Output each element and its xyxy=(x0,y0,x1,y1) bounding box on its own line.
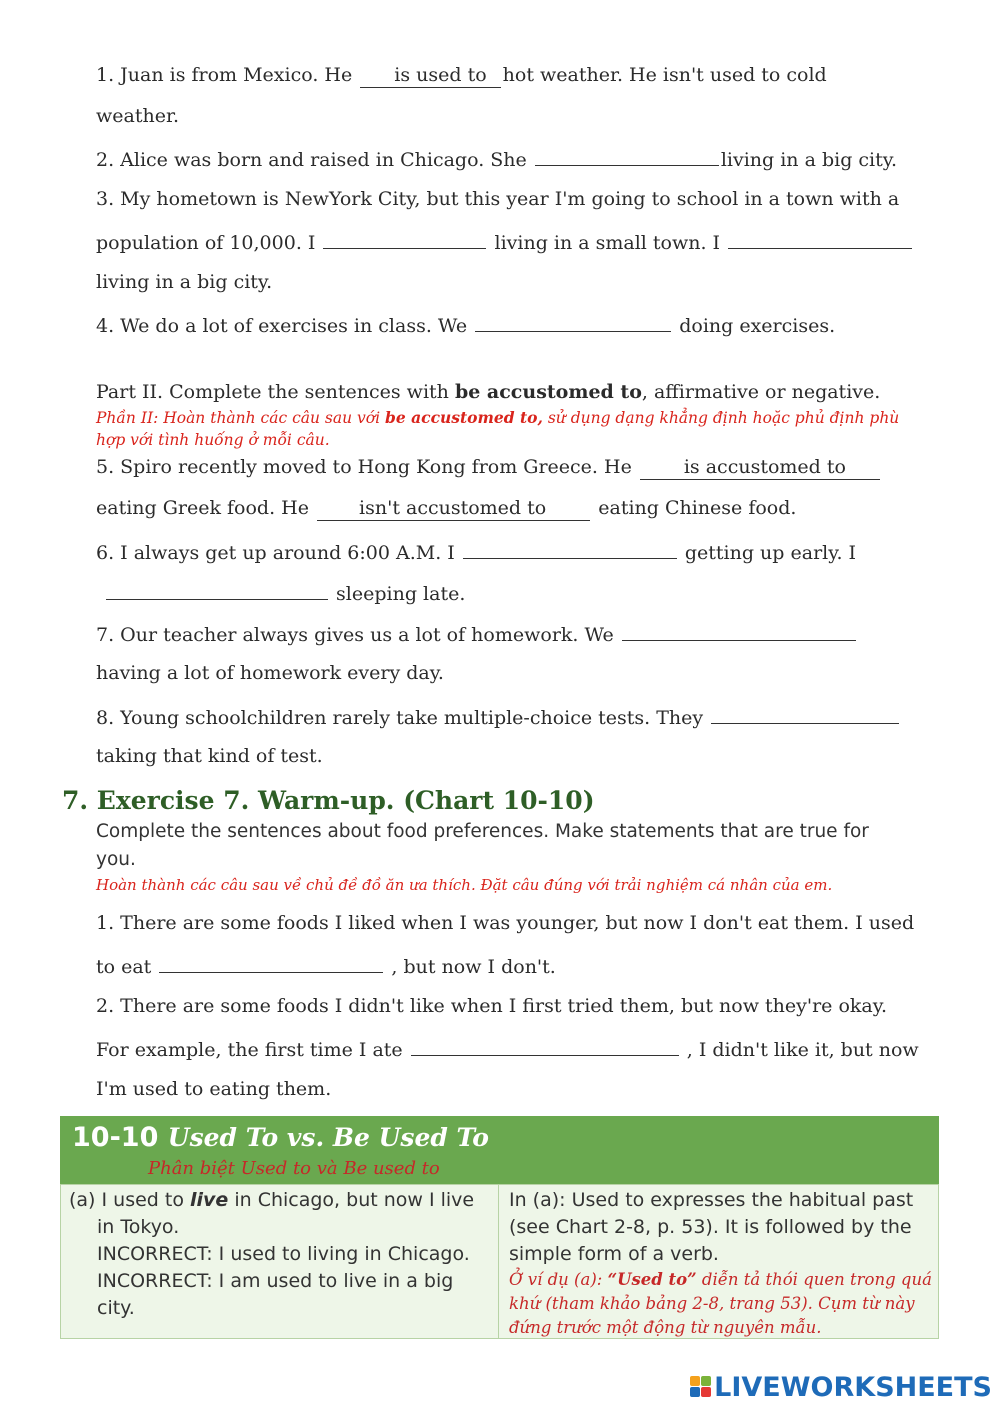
explanation-line2: (see Chart 2-8, p. 53). It is followed by the xyxy=(509,1216,912,1238)
q5-line1: 5. Spiro recently moved to Hong Kong from Greece. He is accustomed to xyxy=(96,455,882,480)
part2-viet-line1: Phần II: Hoàn thành các câu sau với be accustomed to, sử dụng dạng khẳng định hoặc phủ định phù xyxy=(96,408,900,427)
explanation-line1: In (a): Used to expresses the habitual past xyxy=(509,1189,914,1211)
q3-line3: living in a big city. xyxy=(96,271,273,293)
q5-line2: eating Greek food. He isn't accustomed to eating Chinese food. xyxy=(96,497,797,519)
ex7-q2-line1: 2. There are some foods I didn't like when I first tried them, but now they're okay. xyxy=(96,995,887,1017)
chart-body xyxy=(60,1184,939,1339)
chart-subtitle: Phân biệt Used to và Be used to xyxy=(148,1158,440,1179)
q5-answer-2[interactable]: isn't accustomed to xyxy=(317,496,590,521)
q6-line1: 6. I always get up around 6:00 A.M. I getting up early. I xyxy=(96,538,856,565)
example-incorrect-2: INCORRECT: I am used to live in a big xyxy=(97,1270,454,1292)
q2-line: 2. Alice was born and raised in Chicago. She living in a big city. xyxy=(96,145,897,172)
example-incorrect-1: INCORRECT: I used to living in Chicago. xyxy=(97,1243,470,1265)
explanation-viet-line3: đứng trước một động từ nguyên mẫu. xyxy=(509,1318,822,1337)
q1-answer[interactable]: is used to xyxy=(360,63,500,88)
q3-blank-1[interactable] xyxy=(323,228,486,249)
chart-explanation-column xyxy=(499,1185,938,1338)
q6-blank-2[interactable] xyxy=(106,579,328,600)
ex7-q1-blank[interactable] xyxy=(159,952,383,973)
part2-viet-line2: hợp với tình huống ở mỗi câu. xyxy=(96,431,330,449)
q7-line2: having a lot of homework every day. xyxy=(96,662,444,684)
explanation-viet-line1: Ở ví dụ (a): “Used to” diễn tả thói quen trong quá xyxy=(509,1270,932,1289)
q8-line1: 8. Young schoolchildren rarely take multiple-choice tests. They xyxy=(96,703,901,730)
q8-line2: taking that kind of test. xyxy=(96,745,323,767)
q3-blank-2[interactable] xyxy=(728,228,912,249)
ex7-q2-line2: For example, the first time I ate , I didn't like it, but now xyxy=(96,1035,919,1062)
chart-header xyxy=(60,1116,939,1184)
ex7-q1-line2: to eat , but now I don't. xyxy=(96,952,556,979)
example-a-line1: (a) I used to live in Chicago, but now I live xyxy=(69,1189,475,1211)
q8-blank[interactable] xyxy=(711,703,899,724)
exercise7-instructions-2: you. xyxy=(96,849,136,870)
liveworksheets-logo-icon xyxy=(690,1376,712,1398)
q5-answer-1[interactable]: is accustomed to xyxy=(640,455,880,480)
q4-blank[interactable] xyxy=(475,311,671,332)
q1-line2: weather. xyxy=(96,105,179,127)
q3-line1: 3. My hometown is NewYork City, but this year I'm going to school in a town with a xyxy=(96,188,900,210)
exercise7-instructions-1: Complete the sentences about food preferences. Make statements that are true for xyxy=(96,821,869,842)
q6-line2: sleeping late. xyxy=(104,579,465,606)
liveworksheets-logo: LIVEWORKSHEETS xyxy=(690,1372,992,1403)
q3-line2: population of 10,000. I living in a small town. I xyxy=(96,228,914,255)
exercise7-heading: 7. Exercise 7. Warm-up. (Chart 10-10) xyxy=(62,786,595,815)
q7-blank[interactable] xyxy=(622,620,856,641)
chart-example-column xyxy=(61,1185,499,1338)
part2-title: Part II. Complete the sentences with be accustomed to, affirmative or negative. xyxy=(96,381,881,403)
example-a-line2: in Tokyo. xyxy=(97,1216,180,1238)
explanation-viet-line2: khứ (tham khảo bảng 2-8, trang 53). Cụm từ này xyxy=(509,1294,915,1313)
exercise7-viet: Hoàn thành các câu sau về chủ đề đồ ăn ưa thích. Đặt câu đúng với trải nghiệm cá nhân của em. xyxy=(96,876,833,894)
example-incorrect-2-cont: city. xyxy=(97,1297,135,1319)
q2-blank[interactable] xyxy=(535,145,719,166)
q4-line: 4. We do a lot of exercises in class. We doing exercises. xyxy=(96,311,835,338)
ex7-q2-line3: I'm used to eating them. xyxy=(96,1078,332,1100)
q6-blank-1[interactable] xyxy=(463,538,677,559)
q1-line1: 1. Juan is from Mexico. He is used to hot weather. He isn't used to cold xyxy=(96,64,827,86)
ex7-q1-line1: 1. There are some foods I liked when I was younger, but now I don't eat them. I used xyxy=(96,912,915,934)
explanation-line3: simple form of a verb. xyxy=(509,1243,719,1265)
chart-title: 10-10 Used To vs. Be Used To xyxy=(72,1122,489,1153)
ex7-q2-blank[interactable] xyxy=(411,1035,679,1056)
q7-line1: 7. Our teacher always gives us a lot of homework. We xyxy=(96,620,858,647)
